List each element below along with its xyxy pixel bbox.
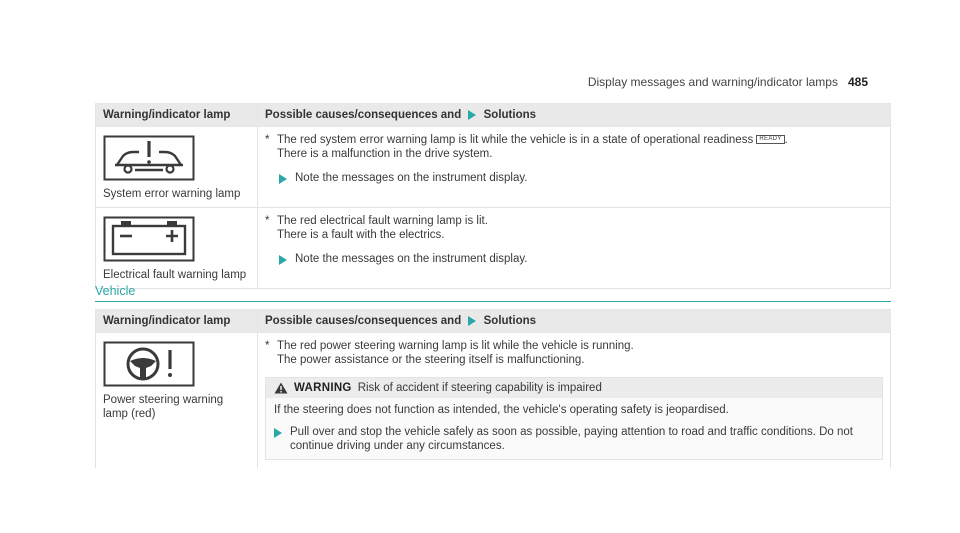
column-header-lamp: Warning/indicator lamp — [96, 310, 258, 333]
page-number: 485 — [847, 75, 868, 89]
battery-icon — [103, 216, 195, 262]
table-row — [96, 127, 891, 208]
cause-item: * The red system error warning lamp is lit while the vehicle is in a state of operational readiness READY . There is a malfunction in the drive system. — [265, 134, 788, 160]
cause-cell — [258, 208, 891, 289]
cause-cell — [258, 127, 891, 208]
warning-body — [266, 398, 882, 459]
ready-indicator-icon: READY — [756, 135, 784, 144]
steering-wheel-warning-icon — [103, 341, 195, 387]
bullet-star-icon: * — [265, 215, 270, 227]
warning-label: WARNING — [294, 382, 352, 394]
section-heading-vehicle: Vehicle — [95, 284, 891, 302]
solutions-arrow-icon — [468, 110, 476, 120]
table-header-row — [96, 310, 891, 333]
column-header-solutions-text: Solutions — [483, 315, 537, 327]
action-arrow-icon — [279, 255, 287, 265]
lamp-table-1 — [95, 103, 891, 289]
warning-text: If the steering does not function as intended, the vehicle's operating safety is jeopardised. — [274, 404, 729, 416]
column-header-causes — [258, 104, 891, 127]
action-arrow-icon — [274, 428, 282, 438]
table-row — [96, 208, 891, 289]
column-header-causes-text: Possible causes/consequences and — [265, 109, 462, 121]
action-item — [279, 171, 883, 185]
cause-text: The red system error warning lamp is lit while the vehicle is in a state of operational readiness — [277, 134, 754, 146]
lamp-label: Power steering warning — [103, 394, 224, 406]
cause-text: The red power steering warning lamp is lit while the vehicle is running. — [277, 340, 634, 352]
cause-item — [265, 214, 883, 242]
solutions-arrow-icon — [468, 316, 476, 326]
action-text: Pull over and stop the vehicle safely as soon as possible, paying attention to road and traffic conditions. Do not continue driving under any circumstances. — [290, 426, 853, 452]
warning-triangle-icon — [274, 382, 288, 394]
lamp-cell — [96, 333, 258, 468]
cause-text-2: There is a fault with the electrics. — [277, 229, 445, 241]
action-text: Note the messages on the instrument display. — [295, 172, 528, 184]
table-row — [96, 333, 891, 468]
page-header — [588, 75, 868, 89]
action-item — [274, 425, 874, 453]
column-header-causes — [258, 310, 891, 333]
lamp-table-2 — [95, 309, 891, 468]
warning-title: Risk of accident if steering capability is impaired — [357, 382, 602, 394]
running-title: Display messages and warning/indicator lamps — [587, 75, 838, 89]
column-header-causes-text: Possible causes/consequences and — [265, 315, 462, 327]
lamp-label-2: lamp (red) — [103, 408, 156, 420]
lamp-label: System error warning lamp — [103, 188, 241, 200]
cause-text: The red electrical fault warning lamp is lit. — [277, 215, 488, 227]
warning-box — [265, 377, 883, 460]
lamp-cell — [96, 127, 258, 208]
bullet-star-icon: * — [265, 340, 270, 352]
table-header-row — [96, 104, 891, 127]
lamp-cell — [96, 208, 258, 289]
column-header-solutions-text: Solutions — [483, 109, 537, 121]
bullet-star-icon: * — [265, 134, 270, 146]
warning-header — [266, 378, 882, 398]
cause-text-2: The power assistance or the steering itself is malfunctioning. — [277, 354, 585, 366]
action-item — [279, 252, 883, 266]
cause-item — [265, 339, 883, 367]
cause-text-2: There is a malfunction in the drive system. — [277, 148, 493, 160]
column-header-lamp: Warning/indicator lamp — [96, 104, 258, 127]
cause-cell — [258, 333, 891, 468]
action-text: Note the messages on the instrument display. — [295, 253, 528, 265]
action-arrow-icon — [279, 174, 287, 184]
lamp-label: Electrical fault warning lamp — [103, 269, 247, 281]
car-system-error-icon — [103, 135, 195, 181]
